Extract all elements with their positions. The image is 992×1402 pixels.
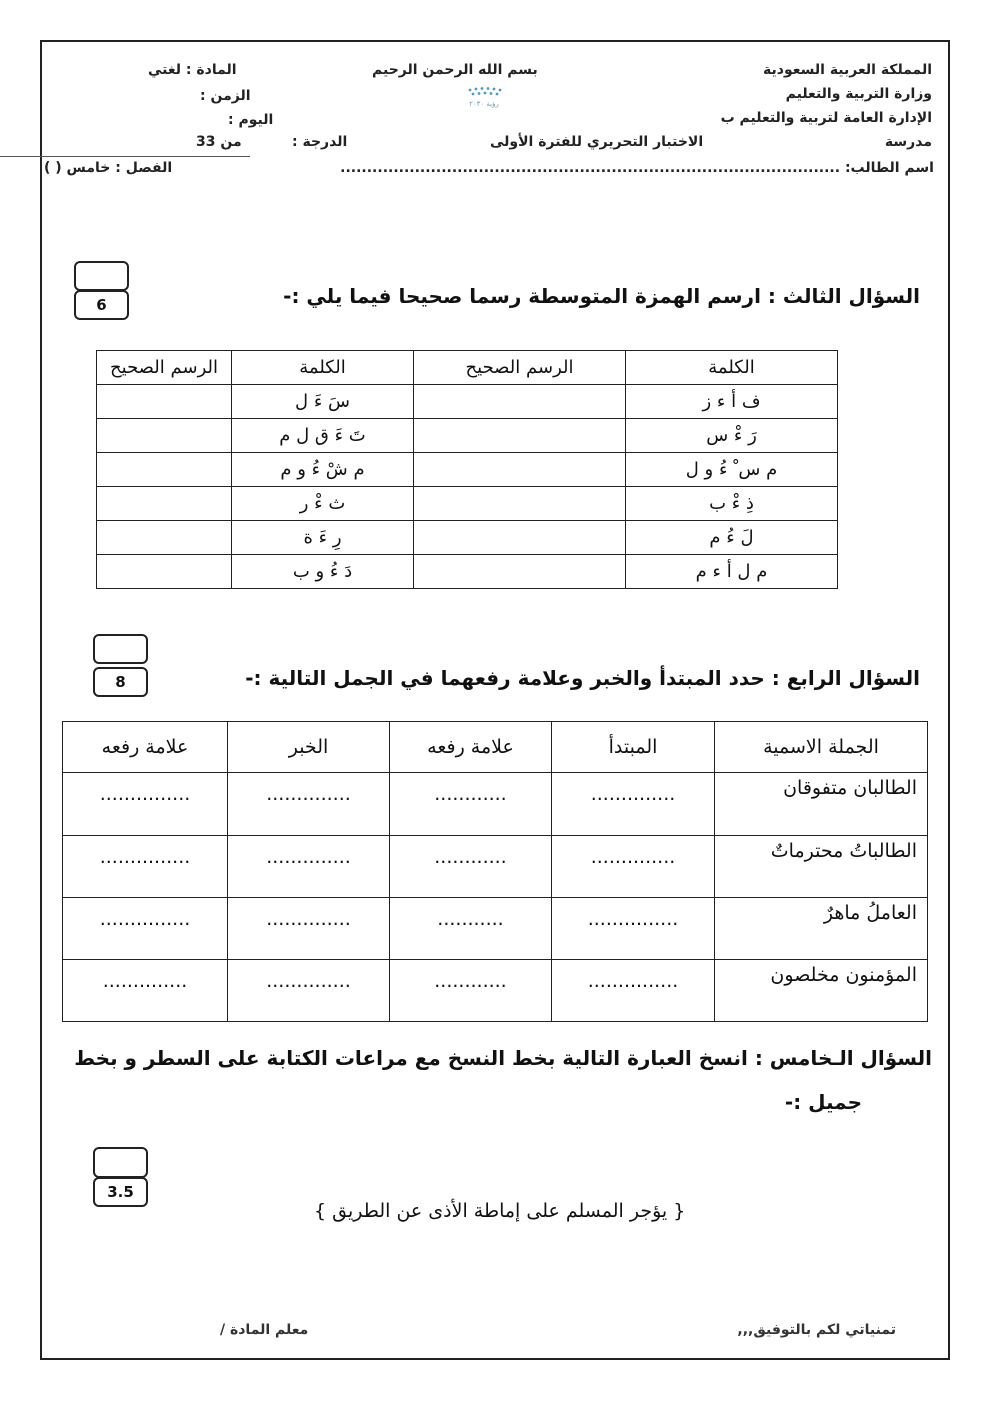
sentence-cell: العاملُ ماهرٌ [715, 898, 928, 960]
vision-logo-icon [436, 84, 532, 110]
answer-blank[interactable]: .............. [63, 960, 228, 1022]
time-label: الزمن : [200, 88, 251, 104]
word-cell: سَ ءَ ل [232, 385, 414, 419]
answer-blank[interactable]: ............... [552, 898, 715, 960]
day-label: اليوم : [228, 112, 274, 128]
col-header-subject-mark: علامة رفعه [390, 722, 552, 773]
col-header-word: الكلمة [626, 351, 838, 385]
sentence-cell: المؤمنون مخلصون [715, 960, 928, 1022]
q3-title: السؤال الثالث : ارسم الهمزة المتوسطة رسما صحيحا فيما يلي :- [283, 284, 920, 308]
word-cell: لَ ءُ م [626, 521, 838, 555]
school-label: مدرسة [884, 134, 932, 150]
answer-cell[interactable] [414, 555, 626, 589]
word-cell: رِ ءَ ة [232, 521, 414, 555]
answer-cell[interactable] [414, 453, 626, 487]
word-cell: ذِ ءْ ب [626, 487, 838, 521]
answer-blank[interactable]: ............ [390, 960, 552, 1022]
answer-blank[interactable]: ............... [63, 773, 228, 836]
answer-blank[interactable]: ............ [390, 773, 552, 836]
answer-cell[interactable] [97, 385, 232, 419]
col-header-predicate: الخبر [228, 722, 390, 773]
answer-cell[interactable] [97, 487, 232, 521]
sentence-cell: الطالباتُ محترماتٌ [715, 836, 928, 898]
word-cell: ف أ ء ز [626, 385, 838, 419]
answer-blank[interactable]: ............ [390, 836, 552, 898]
answer-blank[interactable]: .............. [552, 773, 715, 836]
q5-score-box: 3.5 [93, 1177, 148, 1207]
table-row [63, 960, 928, 1022]
answer-cell[interactable] [414, 385, 626, 419]
answer-blank[interactable]: .............. [552, 836, 715, 898]
table-header-row [97, 351, 838, 385]
answer-blank[interactable]: .............. [228, 773, 390, 836]
table-row [97, 385, 838, 419]
word-cell: ث ءْ ر [232, 487, 414, 521]
admin-label: الإدارة العامة لتربية والتعليم ب [720, 110, 932, 126]
cut-line [0, 156, 250, 157]
answer-blank[interactable]: .............. [228, 836, 390, 898]
subject-label: المادة : لغتي [148, 62, 237, 78]
sentence-cell: الطالبان متفوقان [715, 773, 928, 836]
col-header-subject: المبتدأ [552, 722, 715, 773]
q4-score-empty-box[interactable] [93, 634, 148, 664]
answer-cell[interactable] [414, 521, 626, 555]
table-row [97, 555, 838, 589]
q4-score-box: 8 [93, 667, 148, 697]
answer-blank[interactable]: ............... [63, 898, 228, 960]
word-cell: م ل أ ء م [626, 555, 838, 589]
ministry-label: وزارة التربية والتعليم [785, 86, 932, 102]
answer-blank[interactable]: ........... [390, 898, 552, 960]
answer-cell[interactable] [97, 521, 232, 555]
grade-total: من 33 [196, 134, 242, 150]
col-header-predicate-mark: علامة رفعه [63, 722, 228, 773]
table-row [63, 836, 928, 898]
student-name-field[interactable]: اسم الطالب: .............................................................................................. [340, 160, 934, 176]
grade-label: الدرجة : [292, 134, 348, 150]
q5-score-empty-box[interactable] [93, 1147, 148, 1178]
table-row [63, 773, 928, 836]
copy-sentence: { يؤجر المسلم على إماطة الأذى عن الطريق } [314, 1200, 686, 1222]
page-frame [40, 40, 950, 1360]
exam-title: الاختبار التحريري للفترة الأولى [490, 134, 704, 150]
answer-blank[interactable]: ............... [63, 836, 228, 898]
table-row [97, 521, 838, 555]
teacher-label: معلم المادة / [220, 1322, 309, 1338]
q5-title-line2: جميل :- [784, 1090, 862, 1114]
answer-blank[interactable]: ............... [552, 960, 715, 1022]
table-header-row [63, 722, 928, 773]
basmala: بسم الله الرحمن الرحيم [372, 62, 538, 78]
table-row [97, 487, 838, 521]
q5-title: السؤال الـخامس : انسخ العبارة التالية بخط النسخ مع مراعات الكتابة على السطر و بخط [74, 1046, 932, 1070]
q3-score-box: 6 [74, 290, 129, 320]
q3-table [96, 350, 838, 589]
table-row [63, 898, 928, 960]
col-header-word: الكلمة [232, 351, 414, 385]
table-row [97, 419, 838, 453]
answer-blank[interactable]: .............. [228, 960, 390, 1022]
word-cell: م شْ ءُ و م [232, 453, 414, 487]
col-header-sentence: الجملة الاسمية [715, 722, 928, 773]
kingdom-label: المملكة العربية السعودية [763, 62, 932, 78]
word-cell: رَ ءْ س [626, 419, 838, 453]
word-cell: تَ ءَ ق ل م [232, 419, 414, 453]
table-row [97, 453, 838, 487]
q4-title: السؤال الرابع : حدد المبتدأ والخبر وعلامة رفعهما في الجمل التالية :- [245, 666, 920, 690]
answer-blank[interactable]: .............. [228, 898, 390, 960]
answer-cell[interactable] [97, 555, 232, 589]
answer-cell[interactable] [97, 453, 232, 487]
logo-text: رؤية ٢٠٣٠ [469, 100, 499, 108]
word-cell: دَ ءُ و ب [232, 555, 414, 589]
answer-cell[interactable] [414, 487, 626, 521]
class-field[interactable]: الفصل : خامس ( ) [44, 160, 173, 176]
word-cell: م س ْ ءُ و ل [626, 453, 838, 487]
col-header-correct: الرسم الصحيح [414, 351, 626, 385]
wishes-text: تمنياتي لكم بالتوفيق,,, [737, 1322, 896, 1338]
answer-cell[interactable] [414, 419, 626, 453]
q4-table [62, 721, 928, 1022]
answer-cell[interactable] [97, 419, 232, 453]
col-header-correct: الرسم الصحيح [97, 351, 232, 385]
q3-score-empty-box[interactable] [74, 261, 129, 291]
